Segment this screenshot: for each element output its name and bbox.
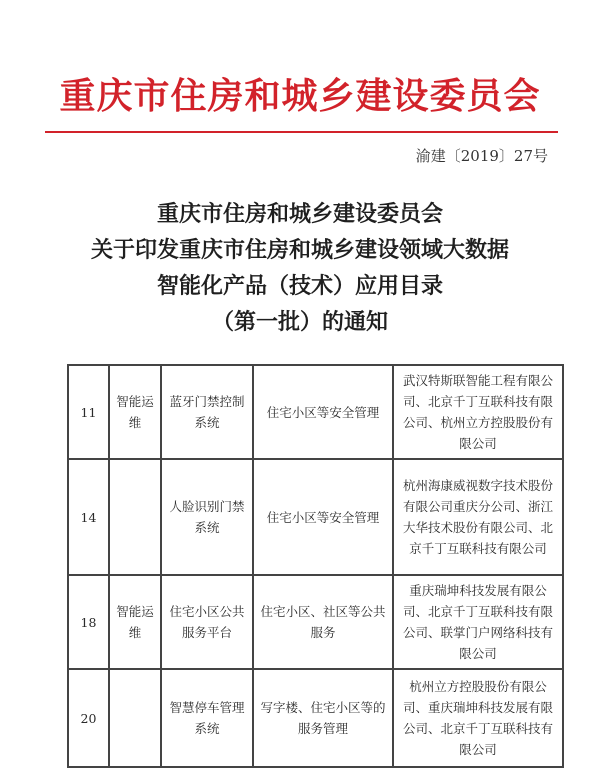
product-name-cell: 智慧停车管理系统 [161,669,253,767]
category-cell [109,459,161,575]
product-catalog-table [67,364,564,768]
product-name-cell: 蓝牙门禁控制系统 [161,365,253,459]
row-number: 20 [68,669,109,767]
company-list-cell: 杭州海康威视数字技术股份有限公司重庆分公司、浙江大华技术股份有限公司、北京千丁互联科技有限公司 [393,459,563,575]
category-cell [109,669,161,767]
category-cell: 智能运维 [109,575,161,669]
product-name-cell: 住宅小区公共服务平台 [161,575,253,669]
notice-title-line-3: 智能化产品（技术）应用目录 [156,273,443,299]
row-number: 14 [68,459,109,575]
notice-title [0,196,600,340]
category-cell: 智能运维 [109,365,161,459]
application-scope-cell: 住宅小区、社区等公共服务 [253,575,393,669]
table-row [68,575,563,669]
red-divider [45,131,558,133]
notice-title-line-4: （第一批）的通知 [211,309,388,335]
product-name-cell: 人脸识别门禁系统 [161,459,253,575]
company-list-cell: 杭州立方控股股份有限公司、重庆瑞坤科技发展有限公司、北京千丁互联科技有限公司 [393,669,563,767]
table-row [68,459,563,575]
document-number: 渝建〔2019〕27号 [415,147,548,165]
application-scope-cell: 住宅小区等安全管理 [253,459,393,575]
table-row [68,669,563,767]
application-scope-cell: 写字楼、住宅小区等的服务管理 [253,669,393,767]
application-scope-cell: 住宅小区等安全管理 [253,365,393,459]
issuing-organization: 重庆市住房和城乡建设委员会 [59,76,541,117]
company-list-cell: 武汉特斯联智能工程有限公司、北京千丁互联科技有限公司、杭州立方控股股份有限公司 [393,365,563,459]
row-number: 11 [68,365,109,459]
row-number: 18 [68,575,109,669]
notice-title-line-2: 关于印发重庆市住房和城乡建设领域大数据 [90,237,509,263]
notice-title-line-1: 重庆市住房和城乡建设委员会 [156,201,443,227]
table-row [68,365,563,459]
company-list-cell: 重庆瑞坤科技发展有限公司、北京千丁互联科技有限公司、联掌门户网络科技有限公司 [393,575,563,669]
